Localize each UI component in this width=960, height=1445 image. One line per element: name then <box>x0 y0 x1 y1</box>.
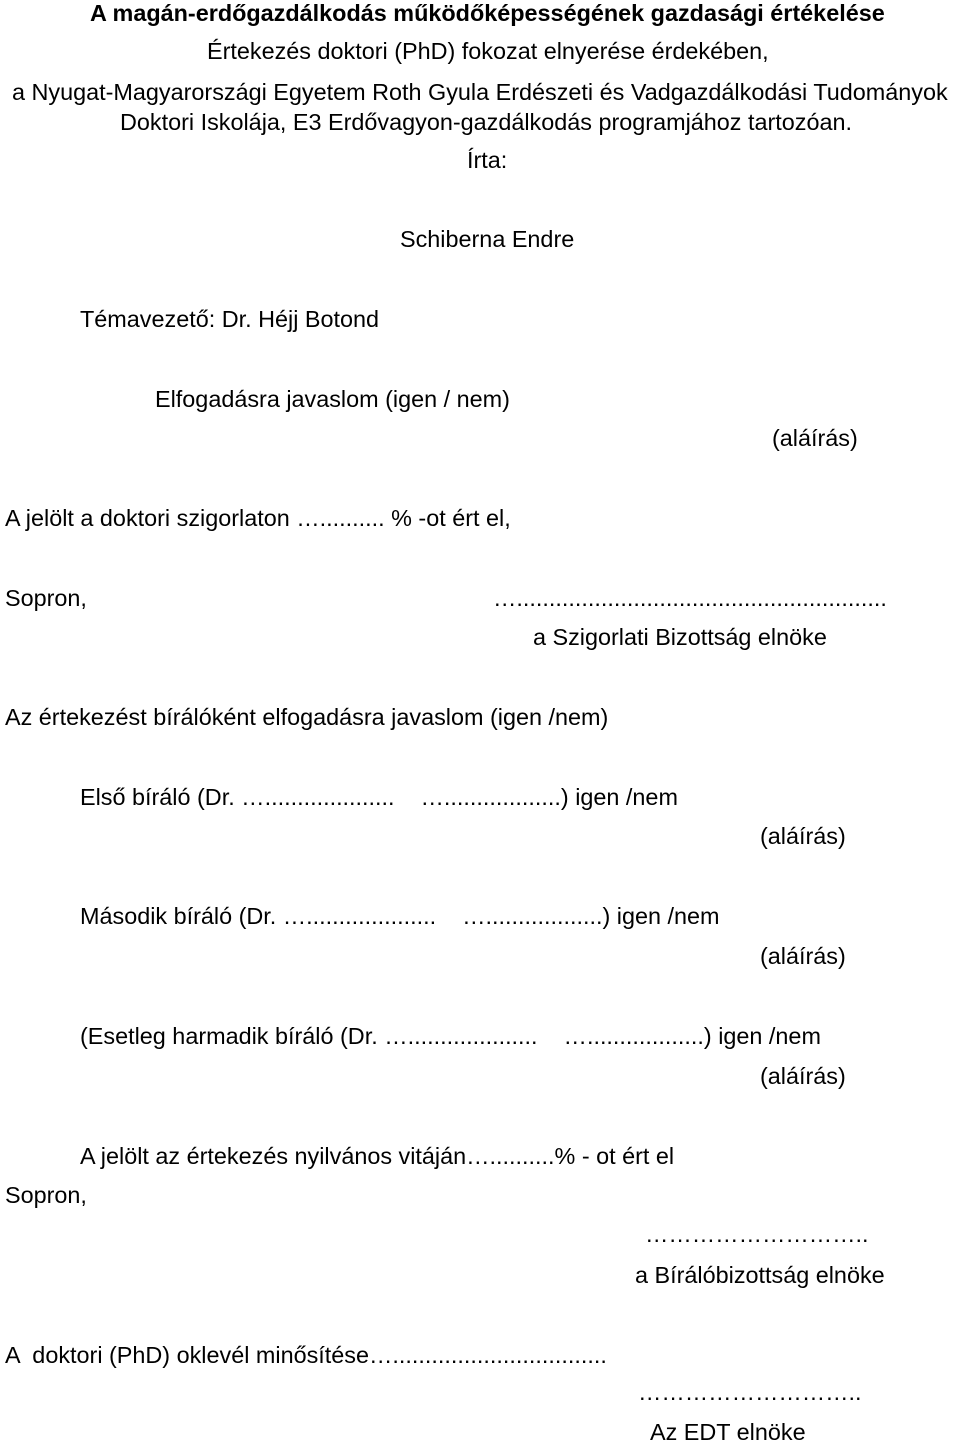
exam-place: Sopron, <box>5 585 87 611</box>
defense-place: Sopron, <box>5 1182 87 1208</box>
reviewer-1-line: Első bíráló (Dr. ….................... …..................) igen /nem <box>80 784 678 810</box>
exam-signer: a Szigorlati Bizottság elnöke <box>533 624 827 650</box>
exam-result-line: A jelölt a doktori szigorlaton ….......... % -ot ért el, <box>5 505 511 531</box>
diploma-signature-line: ……………………….. <box>638 1379 862 1405</box>
supervisor-line: Témavezető: Dr. Héjj Botond <box>80 306 380 332</box>
author-label: Írta: <box>467 147 508 173</box>
doc-title: A magán-erdőgazdálkodás működőképességének gazdasági értékelése <box>90 0 885 26</box>
diploma-signer: Az EDT elnöke <box>650 1419 806 1445</box>
defense-result-line: A jelölt az értekezés nyilvános vitáján…..........% - ot ért el <box>80 1143 675 1169</box>
supervisor-signature-label: (aláírás) <box>772 425 858 451</box>
diploma-rating-line: A doktori (PhD) oklevél minősítése…................................. <box>5 1342 607 1368</box>
exam-signature-line: …......................................................... <box>493 585 887 611</box>
reviewer-3-line: (Esetleg harmadik bíráló (Dr. ….................... …..................) igen /nem <box>80 1023 821 1049</box>
subtitle-line-2: a Nyugat-Magyarországi Egyetem Roth Gyula Erdészeti és Vadgazdálkodási Tudományok <box>12 79 948 105</box>
subtitle-line-1: Értekezés doktori (PhD) fokozat elnyerése érdekében, <box>207 38 769 64</box>
reviewer-2-signature-label: (aláírás) <box>760 943 846 969</box>
supervisor-recommendation: Elfogadásra javaslom (igen / nem) <box>155 386 510 412</box>
author-name: Schiberna Endre <box>400 226 575 252</box>
subtitle-line-3: Doktori Iskolája, E3 Erdővagyon-gazdálkodás programjához tartozóan. <box>120 109 853 135</box>
reviewers-intro: Az értekezést bírálóként elfogadásra javaslom (igen /nem) <box>5 704 609 730</box>
defense-signature-line: ……………………….. <box>645 1221 869 1247</box>
defense-signer: a Bírálóbizottság elnöke <box>635 1262 885 1288</box>
reviewer-2-line: Második bíráló (Dr. ….................... …..................) igen /nem <box>80 903 720 929</box>
reviewer-3-signature-label: (aláírás) <box>760 1063 846 1089</box>
reviewer-1-signature-label: (aláírás) <box>760 823 846 849</box>
